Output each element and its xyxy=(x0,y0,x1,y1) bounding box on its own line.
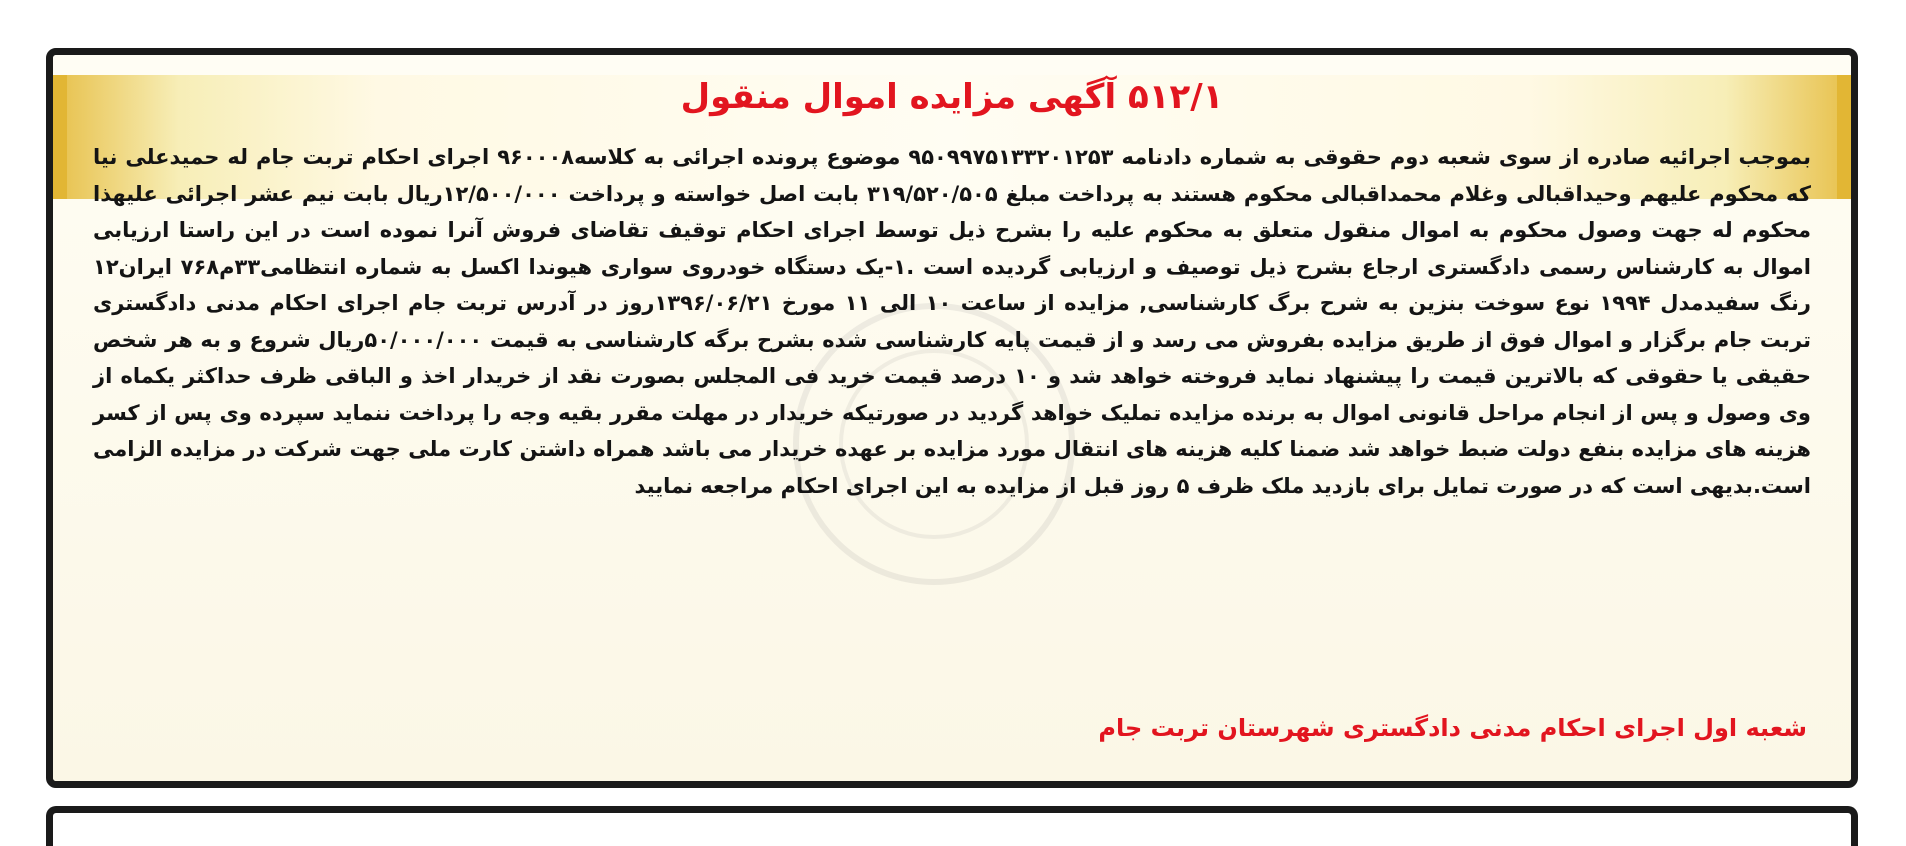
ad-signature: شعبه اول اجرای احکام مدنی دادگستری شهرستان تربت جام xyxy=(1098,714,1807,742)
ad-title: ۵۱۲/۱ آگهی مزایده اموال منقول xyxy=(680,77,1224,117)
ad-body-text: بموجب اجرائیه صادره از سوی شعبه دوم حقوقی به شماره دادنامه ۹۵۰۹۹۷۵۱۳۳۲۰۱۲۵۳ موضوع پرونده اجرائی به کلاسه۹۶۰۰۰۸ اجرای احکام تربت جام له حمیدعلی نیا که محکوم علیهم وحیداقبالی وغلام محمداقبالی محکوم هستند به پرداخت مبلغ ۳۱۹/۵۲۰/۵۰۵ بابت اصل خواسته و پرداخت ۱۲/۵۰۰/۰۰۰ریال بابت نیم عشر اجرائی علیهذا محکوم له جهت وصول محکوم به اموال منقول متعلق به محکوم علیه را بشرح ذیل توسط اجرای احکام توقیف تقاضای فروش آنرا نموده است در این راستا ارزیابی اموال به کارشناس رسمی دادگستری ارجاع بشرح ذیل توصیف و ارزیابی گردیده است .۱-یک دستگاه خودروی سواری هیوندا اکسل به شماره انتظامی۳۳م۷۶۸ ایران۱۲ رنگ سفیدمدل ۱۹۹۴ نوع سوخت بنزین به شرح برگ کارشناسی, مزایده از ساعت ۱۰ الی ۱۱ مورخ ۱۳۹۶/۰۶/۲۱روز در آدرس تربت جام اجرای احکام مدنی دادگستری تربت جام برگزار و اموال فوق از طریق مزایده بفروش می رسد و از قیمت پایه کارشناسی شده بشرح برگه کارشناسی به قیمت ۵۰/۰۰۰/۰۰۰ریال شروع و به هر شخص حقیقی یا حقوقی که بالاترین قیمت را پیشنهاد نماید فروخته خواهد شد و ۱۰ درصد قیمت خرید فی المجلس بصورت نقد از خریدار اخذ و الباقی ظرف حداکثر یکماه از وی وصول و پس از انجام مراحل قانونی اموال به برنده مزایده تملیک خواهد گردید در صورتیکه خریدار در مهلت مقرر بقیه وجه را پرداخت ننماید سپرده وی پس از کسر هزینه های مزایده بنفع دولت ضبط خواهد شد ضمنا کلیه هزینه های انتقال مورد مزایده بر عهده خریدار می باشد همراه داشتن کارت ملی جهت شرکت در مزایده الزامی است.بدیهی است که در صورت تمایل برای بازدید ملک ظرف ۵ روز قبل از مزایده به این اجرای احکام مراجعه نمایید xyxy=(93,145,1812,498)
auction-ad-box xyxy=(46,48,1858,788)
next-ad-box-edge xyxy=(46,806,1858,846)
